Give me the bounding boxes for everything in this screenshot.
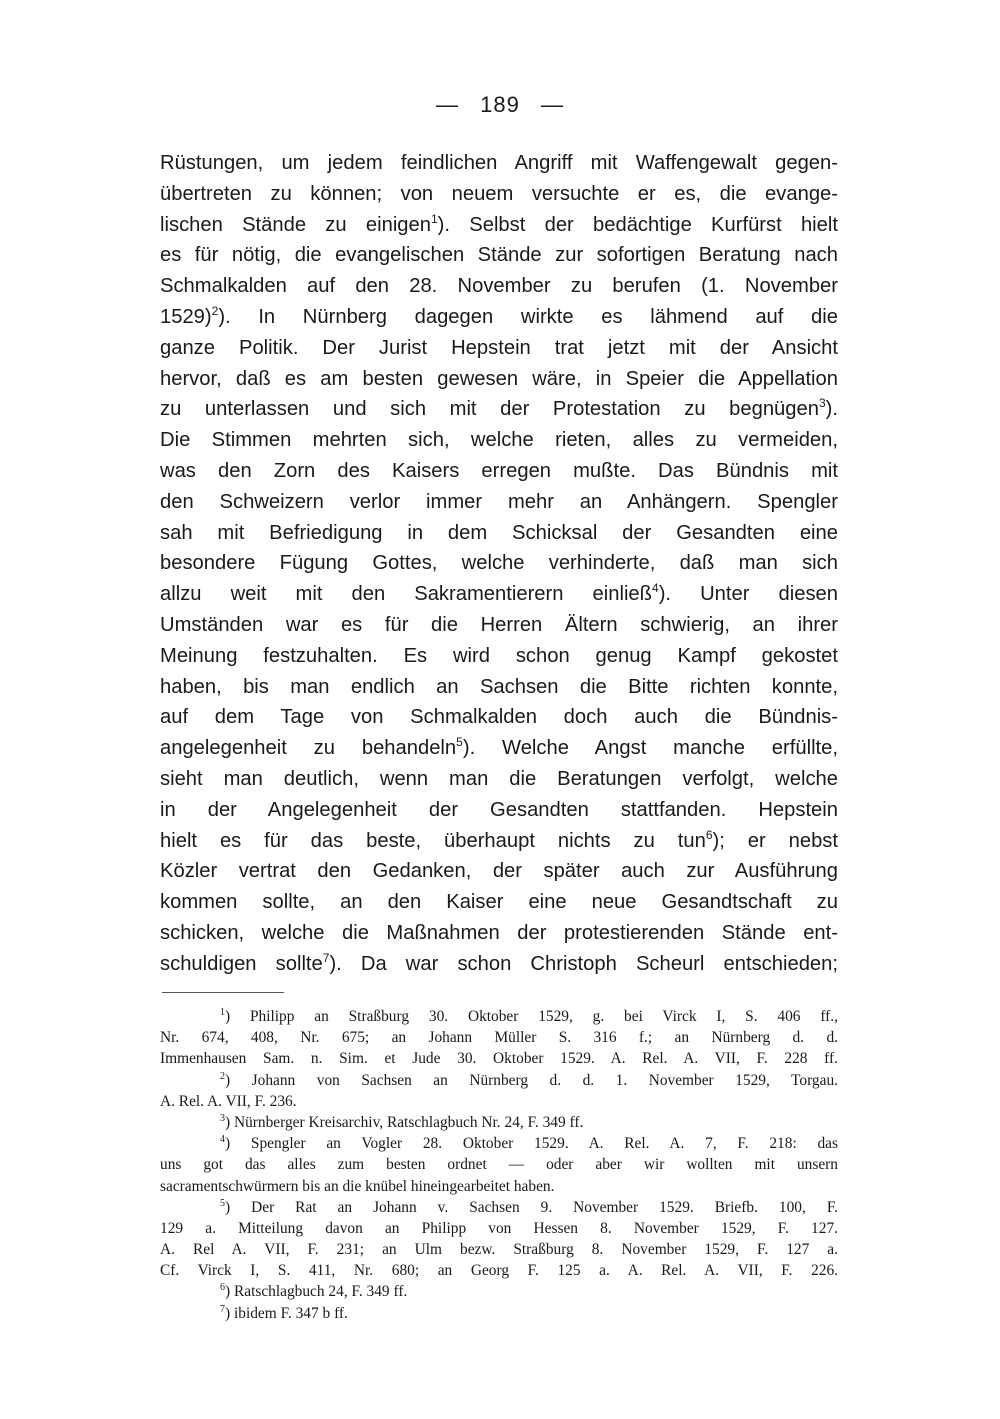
header-dash-right: —	[540, 92, 564, 117]
footnote-1-line: Nr. 674, 408, Nr. 675; an Johann Müller S. 316 f.; an Nürnberg d. d.	[160, 1029, 838, 1047]
body-line: allzu weit mit den Sakramentierern einließ$^4$). Unter diesen	[160, 581, 838, 606]
body-line: den Schweizern verlor immer mehr an Anhängern. Spengler	[160, 490, 838, 513]
body-line: kommen sollte, an den Kaiser eine neue Gesandtschaft zu	[160, 891, 838, 914]
header-dash-left: —	[436, 92, 460, 117]
body-text	[160, 148, 838, 980]
footnote-ref: 1	[430, 211, 438, 226]
footnote-4-line: uns got das alles zum besten ordnet — oder aber wir wollten mit unsern	[160, 1156, 838, 1174]
body-line: Rüstungen, um jedem feindlichen Angriff mit Waffengewalt gegen-	[160, 152, 838, 174]
footnote-4: $^4$) Spengler an Vogler 28. Oktober 1529. A. Rel. A. 7, F. 218: das	[220, 1134, 838, 1153]
body-line: hielt es für das beste, überhaupt nichts zu tun$^6$); er nebst	[160, 827, 838, 852]
body-line: Umständen war es für die Herren Ältern schwierig, an ihrer	[160, 613, 838, 636]
body-line: zu unterlassen und sich mit der Protestation zu begnügen$^3$).	[160, 396, 838, 421]
body-line: Schmalkalden auf den 28. November zu berufen (1. November	[160, 275, 838, 298]
body-line: übertreten zu können; von neuem versuchte er es, die evange-	[160, 182, 838, 205]
body-line: angelegenheit zu behandeln$^5$). Welche Angst manche erfüllte,	[160, 735, 838, 760]
footnote-ref: 7	[322, 950, 330, 965]
footnote-ref: 6	[705, 827, 713, 842]
body-line: ganze Politik. Der Jurist Hepstein trat jetzt mit der Ansicht	[160, 336, 838, 359]
body-line: 1529)$^2$). In Nürnberg dagegen wirkte es lähmend auf die	[160, 303, 838, 328]
page-header	[0, 92, 1000, 118]
footnote-2-line: A. Rel. A. VII, F. 236.	[160, 1092, 297, 1110]
footnote-separator	[162, 992, 284, 993]
body-line: Közler vertrat den Gedanken, der später auch zur Ausführung	[160, 860, 838, 883]
footnote-7: $^7$) ibidem F. 347 b ff.	[220, 1303, 348, 1322]
footnotes	[160, 1006, 838, 1324]
footnote-ref: 2	[211, 303, 219, 318]
body-line: hervor, daß es am besten gewesen wäre, in Speier die Appellation	[160, 367, 838, 390]
body-line: Meinung festzuhalten. Es wird schon genug Kampf gekostet	[160, 644, 838, 667]
body-line: es für nötig, die evangelischen Stände zur sofortigen Beratung nach	[160, 244, 838, 267]
footnote-ref: 3	[818, 396, 826, 411]
body-line: schicken, welche die Maßnahmen der protestierenden Stände ent-	[160, 921, 838, 944]
footnote-1-line: Immenhausen Sam. n. Sim. et Jude 30. Oktober 1529. A. Rel. A. VII, F. 228 ff.	[160, 1050, 838, 1068]
footnote-5-line: 129 a. Mitteilung davon an Philipp von Hessen 8. November 1529, F. 127.	[160, 1219, 838, 1237]
body-line: auf dem Tage von Schmalkalden doch auch die Bündnis-	[160, 706, 838, 729]
footnote-1: $^1$) Philipp an Straßburg 30. Oktober 1529, g. bei Virck I, S. 406 ff.,	[220, 1007, 838, 1025]
body-line: in der Angelegenheit der Gesandten stattfanden. Hepstein	[160, 798, 838, 821]
footnote-ref: 5	[456, 735, 463, 750]
body-line: Die Stimmen mehrten sich, welche rieten, alles zu vermeiden,	[160, 429, 838, 452]
body-line: besondere Fügung Gottes, welche verhinderte, daß man sich	[160, 552, 838, 575]
body-line: haben, bis man endlich an Sachsen die Bitte richten konnte,	[160, 675, 838, 698]
body-line: schuldigen sollte$^7$). Da war schon Christoph Scheurl entschieden;	[160, 950, 838, 975]
footnote-ref: 4	[652, 581, 659, 596]
footnote-6: $^6$) Ratschlagbuch 24, F. 349 ff.	[220, 1282, 408, 1301]
footnote-5: $^5$) Der Rat an Johann v. Sachsen 9. November 1529. Briefb. 100, F.	[220, 1197, 838, 1216]
page-number: 189	[480, 92, 520, 117]
body-line: lischen Stände zu einigen$^1$). Selbst der bedächtige Kurfürst hielt	[160, 211, 838, 236]
footnote-5-line: A. Rel A. VII, F. 231; an Ulm bezw. Straßburg 8. November 1529, F. 127 a.	[160, 1241, 838, 1259]
body-line: sah mit Befriedigung in dem Schicksal der Gesandten eine	[160, 521, 838, 544]
body-line: sieht man deutlich, wenn man die Beratungen verfolgt, welche	[160, 767, 838, 790]
footnote-5-line: Cf. Virck I, S. 411, Nr. 680; an Georg F. 125 a. A. Rel. A. VII, F. 226.	[160, 1262, 838, 1280]
footnote-4-line: sacramentschwürmern bis an die knübel hineingearbeitet haben.	[160, 1177, 555, 1195]
body-line: was den Zorn des Kaisers erregen mußte. Das Bündnis mit	[160, 459, 838, 482]
footnote-2: $^2$) Johann von Sachsen an Nürnberg d. d. 1. November 1529, Torgau.	[220, 1070, 838, 1089]
footnote-3: $^3$) Nürnberger Kreisarchiv, Ratschlagbuch Nr. 24, F. 349 ff.	[220, 1112, 584, 1131]
